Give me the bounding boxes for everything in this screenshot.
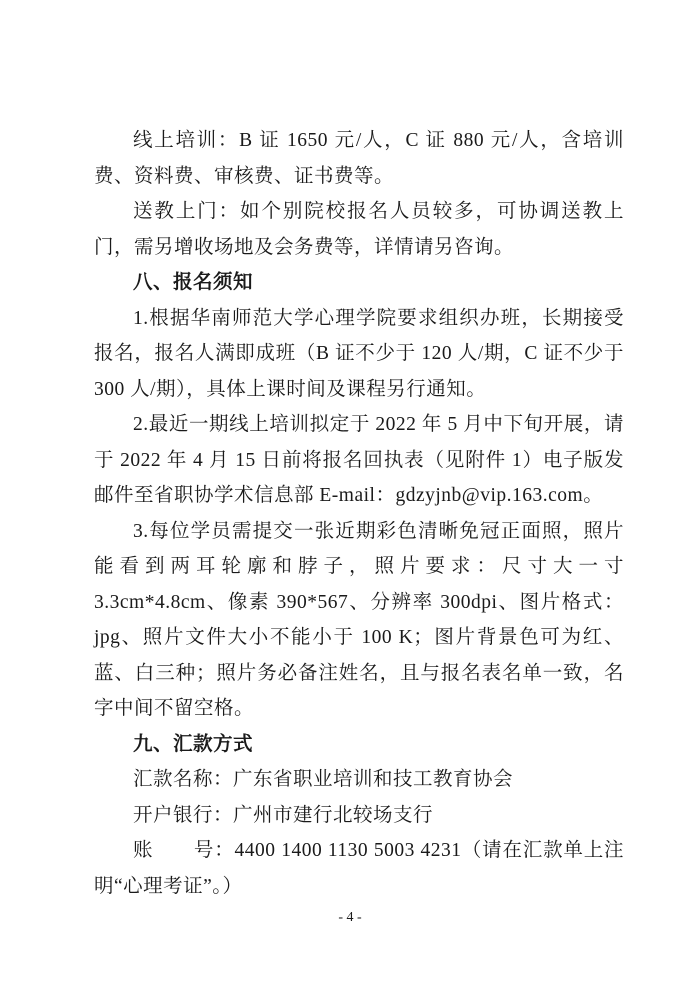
paragraph-door-to-door-training: 送教上门：如个别院校报名人员较多，可协调送教上门，需另增收场地及会务费等，详情请另咨询。 xyxy=(94,201,624,258)
paragraph-note-2-schedule-email: 2.最近一期线上培训拟定于 2022 年 5 月中下旬开展，请于 2022 年 4 月 15 日前将报名回执表（见附件 1）电子版发邮件至省职协学术信息部 E-mail：gdzyjnb@vip.163.com。 xyxy=(94,414,624,506)
section-heading-remittance-method: 九、汇款方式 xyxy=(133,732,254,755)
paragraph-note-1-class-organization: 1.根据华南师范大学心理学院要求组织办班，长期接受报名，报名人满即成班（B 证不少于 120 人/期，C 证不少于 300 人/期），具体上课时间及课程另行通知。 xyxy=(94,307,624,400)
paragraph-remittance-bank: 开户银行：广州市建行北较场支行 xyxy=(133,804,434,826)
paragraph-note-3-photo-requirements: 3.每位学员需提交一张近期彩色清晰免冠正面照，照片能看到两耳轮廓和脖子，照片要求：尺寸大一寸 3.3cm*4.8cm、像素 390*567、分辨率 300dpi、图片格式：jpg、照片文件大小不能小于 100 K；图片背景色可为红、蓝、白三种；照片务必备注姓名，且与报名表名单一致，名字中间不留空格。 xyxy=(94,520,624,719)
document-body xyxy=(94,123,624,904)
page-number: - 4 - xyxy=(338,910,362,925)
paragraph-remittance-name: 汇款名称：广东省职业培训和技工教育协会 xyxy=(133,769,514,790)
paragraph-remittance-account-number: 账 号：4400 1400 1130 5003 4231（请在汇款单上注明“心理考证”。） xyxy=(94,840,624,897)
paragraph-online-training-fee: 线上培训：B 证 1650 元/人，C 证 880 元/人，含培训费、资料费、审核费、证书费等。 xyxy=(94,130,624,187)
section-heading-registration-notes: 八、报名须知 xyxy=(133,271,254,293)
